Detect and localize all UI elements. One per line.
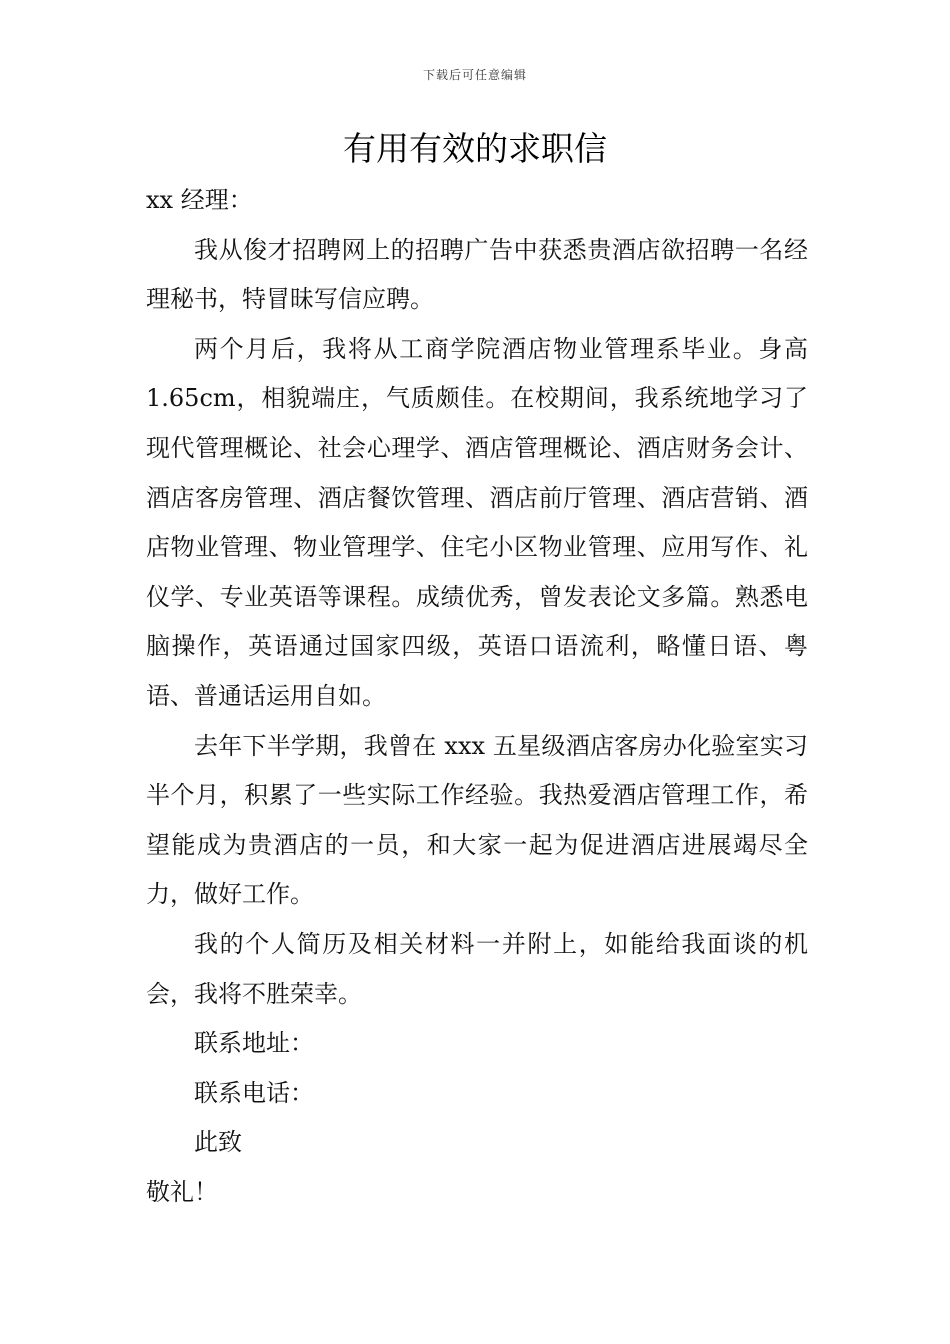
closing-salute: 敬礼！ — [146, 1177, 218, 1206]
paragraph-intro: 我从俊才招聘网上的招聘广告中获悉贵酒店欲招聘一名经理秘书，特冒昧写信应聘。 — [146, 235, 808, 314]
paragraph-attachment: 我的个人简历及相关材料一并附上，如能给我面谈的机会，我将不胜荣幸。 — [146, 929, 808, 1008]
paragraph-experience: 去年下半学期，我曾在 xxx 五星级酒店客房办化验室实习半个月，积累了一些实际工作经验。我热爱酒店管理工作，希望能成为贵酒店的一员，和大家一起为促进酒店进展竭尽全力，做好工作。 — [146, 731, 808, 909]
document-title: 有用有效的求职信 — [343, 129, 607, 168]
header-note: 下载后可任意编辑 — [422, 68, 527, 82]
contact-address-label: 联系地址： — [194, 1029, 314, 1058]
contact-phone-label: 联系电话： — [194, 1078, 314, 1107]
salutation: xx 经理： — [146, 186, 253, 214]
closing-greeting: 此致 — [194, 1128, 242, 1157]
letter-body — [146, 176, 808, 1217]
paragraph-background: 两个月后，我将从工商学院酒店物业管理系毕业。身高 1.65cm，相貌端庄，气质颇佳。在校期间，我系统地学习了现代管理概论、社会心理学、酒店管理概论、酒店财务会计、酒店客房管理、酒店餐饮管理、酒店前厅管理、酒店营销、酒店物业管理、物业管理学、住宅小区物业管理、应用写作、礼仪学、专业英语等课程。成绩优秀，曾发表论文多篇。熟悉电脑操作，英语通过国家四级，英语口语流利，略懂日语、粤语、普通话运用自如。 — [146, 334, 808, 710]
